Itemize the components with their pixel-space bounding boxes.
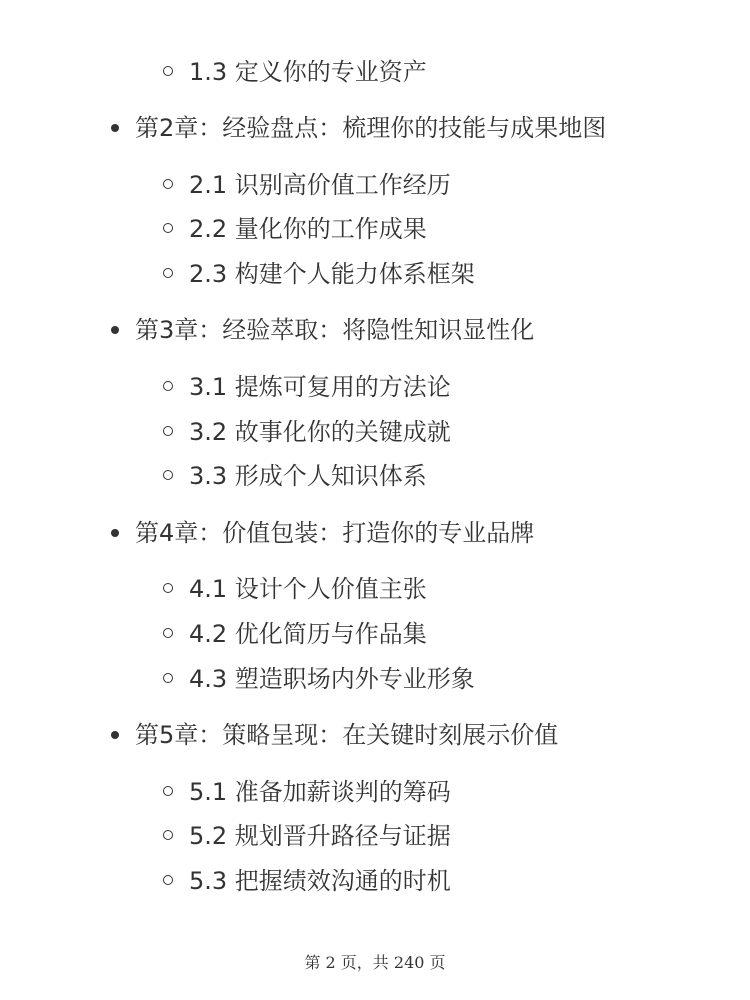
toc-section-label: 2.2 量化你的工作成果	[189, 215, 427, 243]
filled-circle-bullet-icon	[111, 124, 119, 132]
hollow-circle-bullet-icon	[163, 426, 173, 436]
hollow-circle-bullet-icon	[163, 786, 173, 796]
toc-section-label: 3.2 故事化你的关键成就	[189, 418, 451, 446]
hollow-circle-bullet-icon	[163, 628, 173, 638]
toc-chapter-label: 第5章：策略呈现：在关键时刻展示价值	[135, 721, 559, 749]
toc-section-label: 4.1 设计个人价值主张	[189, 575, 427, 603]
toc-chapter-4	[135, 517, 534, 549]
toc-section-label: 5.3 把握绩效沟通的时机	[189, 867, 451, 895]
toc-chapter-2	[135, 112, 606, 144]
toc-section-4-3	[189, 663, 475, 695]
filled-circle-bullet-icon	[111, 529, 119, 537]
toc-section-label: 3.3 形成个人知识体系	[189, 462, 427, 490]
toc-section-1-3	[189, 56, 427, 88]
hollow-circle-bullet-icon	[163, 583, 173, 593]
toc-section-5-3	[189, 865, 451, 897]
toc-chapter-label: 第3章：经验萃取：将隐性知识显性化	[135, 316, 535, 344]
hollow-circle-bullet-icon	[163, 66, 173, 76]
hollow-circle-bullet-icon	[163, 381, 173, 391]
toc-section-4-1	[189, 573, 427, 605]
toc-section-5-2	[189, 820, 451, 852]
toc-chapter-label: 第4章：价值包装：打造你的专业品牌	[135, 519, 535, 547]
toc-chapter-5	[135, 719, 558, 751]
toc-chapter-label: 第2章：经验盘点：梳理你的技能与成果地图	[135, 114, 607, 142]
toc-section-2-3	[189, 258, 475, 290]
hollow-circle-bullet-icon	[163, 470, 173, 480]
page-number-footer: 第 2 页，共 240 页	[304, 953, 446, 972]
toc-section-label: 5.2 规划晋升路径与证据	[189, 822, 451, 850]
toc-section-label: 4.3 塑造职场内外专业形象	[189, 665, 475, 693]
hollow-circle-bullet-icon	[163, 875, 173, 885]
toc-section-3-2	[189, 416, 451, 448]
toc-section-3-1	[189, 371, 451, 403]
filled-circle-bullet-icon	[111, 731, 119, 739]
toc-section-label: 1.3 定义你的专业资产	[189, 58, 427, 86]
toc-section-label: 3.1 提炼可复用的方法论	[189, 373, 451, 401]
hollow-circle-bullet-icon	[163, 268, 173, 278]
hollow-circle-bullet-icon	[163, 673, 173, 683]
filled-circle-bullet-icon	[111, 326, 119, 334]
toc-section-label: 2.3 构建个人能力体系框架	[189, 260, 475, 288]
toc-section-2-1	[189, 169, 451, 201]
toc-section-5-1	[189, 776, 451, 808]
hollow-circle-bullet-icon	[163, 179, 173, 189]
toc-section-label: 2.1 识别高价值工作经历	[189, 171, 451, 199]
hollow-circle-bullet-icon	[163, 830, 173, 840]
hollow-circle-bullet-icon	[163, 223, 173, 233]
toc-section-2-2	[189, 213, 427, 245]
toc-section-label: 5.1 准备加薪谈判的筹码	[189, 778, 451, 806]
toc-section-3-3	[189, 460, 427, 492]
toc-chapter-3	[135, 314, 534, 346]
toc-section-4-2	[189, 618, 427, 650]
toc-section-label: 4.2 优化简历与作品集	[189, 620, 427, 648]
